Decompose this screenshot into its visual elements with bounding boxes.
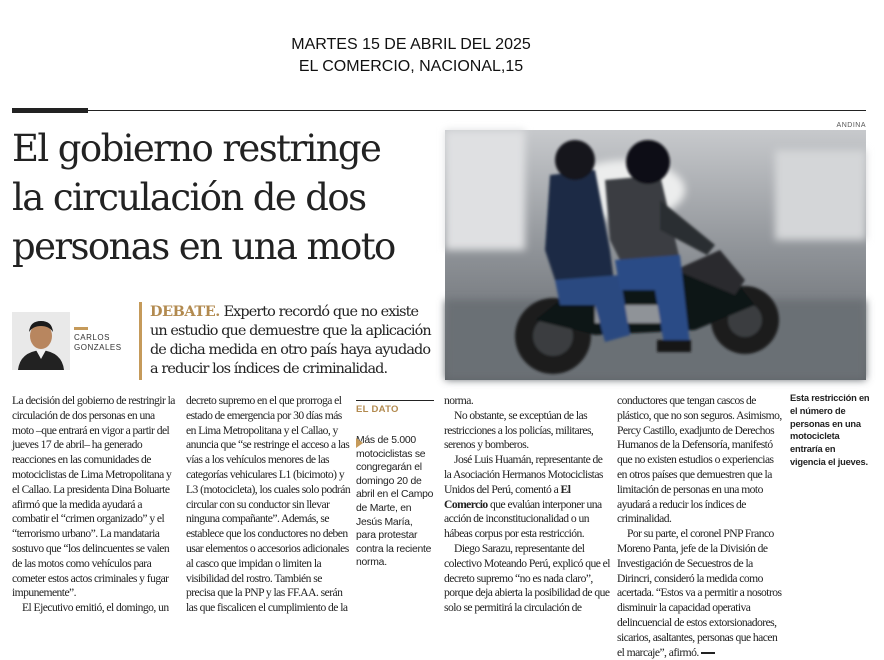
article-paragraph-5 xyxy=(444,542,610,616)
photo-credit: ANDINA xyxy=(836,122,866,129)
article-text: José Luis Huamán, representante de la Asociación Hermanos Motociclistas Unidos del Perú, comentó a xyxy=(444,453,603,496)
author-avatar xyxy=(12,312,70,370)
article-text: Diego Sarazu, representante del colectivo Moteando Perú, explicó que el decreto supremo “no es nada claro”, porque deja abierta la posibilidad de que solo se permitirá la circulación de xyxy=(444,541,610,615)
author-byline xyxy=(74,333,134,353)
article-text: decreto supremo en el que prorroga el estado de emergencia por 30 días más en Lima Metropolitana y el Callao, y anuncia que “se restringe el acceso a las vías a los vehículos menores de las categorías vehiculares L1 (bicimoto) y L3 (motocicleta), los cuales solo podrán circular con su conductor sin llevar ninguna compañante”. Además, se establece que los conductores no deben usar elementos o accesorios adicionales al casco que impidan o limiten la visibilidad del rostro. También se precisa que la PNP y las FF.AA. serán las que fiscalicen el cumplimiento de la xyxy=(186,394,351,615)
headline-line-1: El gobierno restringe xyxy=(12,127,381,170)
author-portrait-icon xyxy=(12,312,70,370)
dato-title: EL DATO xyxy=(356,400,434,416)
deck-text: Experto recordó que no existe un estudio que demuestre que la aplicación de dicha medida en otro país haya ayudado a reducir los índices de criminalidad. xyxy=(150,304,431,377)
article-text: norma. xyxy=(444,394,474,407)
article-paragraph-2-continued xyxy=(186,394,352,616)
section-rule xyxy=(12,110,866,111)
article-column-1 xyxy=(12,394,178,616)
article-text: conductores que tengan cascos de plástico, que no son seguros. Asimismo, Percy Castillo, exadjunto de Derechos Humanos de la Defensoría, manifestó que no existen estudios o experiencias en otros países que demuestren que la limitación de personas en una moto ayudará a reducir los índices de criminalidad. xyxy=(617,394,782,526)
motorcycle-illustration xyxy=(445,130,866,380)
article-paragraph-2-continued xyxy=(444,394,610,409)
article-text: El Ejecutivo emitió, el domingo, un xyxy=(22,601,169,615)
article-paragraph-5-continued xyxy=(617,394,783,527)
photo-caption: Esta restricción en el número de personas en una motocicleta entraría en vigencia el jueves. xyxy=(790,393,870,467)
author-accent-bar xyxy=(74,327,88,330)
author-last-name: GONZALES xyxy=(74,343,122,352)
article-column-3 xyxy=(444,394,610,616)
motorcycle-photo xyxy=(445,130,866,380)
headline xyxy=(12,124,432,271)
article-column-4 xyxy=(617,394,783,660)
article-text: que evalúan interponer una acción de inconstitucionalidad o un hábeas corpus por esta restricción. xyxy=(444,497,602,541)
dato-text: Más de 5.000 motociclistas se congregarán el domingo 20 de abril en el Campo de Marte, en Jesús María, para protestar contra la reciente norma. xyxy=(356,435,434,569)
publication-name: El Comercio xyxy=(444,482,571,511)
date-line: MARTES 15 DE ABRIL DEL 2025 xyxy=(291,36,531,53)
article-paragraph-6 xyxy=(617,527,783,660)
author-first-name: CARLOS xyxy=(74,333,110,342)
headline-line-3: personas en una moto xyxy=(12,225,395,268)
deck xyxy=(150,302,436,379)
article-paragraph-2 xyxy=(12,601,178,616)
deck-kicker: DEBATE. xyxy=(150,303,220,320)
headline-line-2: la circulación de dos xyxy=(12,176,366,219)
article-end-mark xyxy=(701,652,715,654)
dato-arrow-icon xyxy=(356,438,363,448)
article-column-2 xyxy=(186,394,352,616)
article-paragraph-1 xyxy=(12,394,178,601)
dato-box xyxy=(356,400,434,570)
deck-accent-bar xyxy=(139,302,142,380)
article-paragraph-4 xyxy=(444,453,610,542)
masthead xyxy=(0,34,822,78)
source-line: EL COMERCIO, NACIONAL,15 xyxy=(298,58,524,75)
article-text: No obstante, se exceptúan de las restricciones a los policías, militares, serenos y bomberos. xyxy=(444,408,594,452)
article-paragraph-3 xyxy=(444,409,610,453)
article-text: La decisión del gobierno de restringir la circulación de dos personas en una moto –que entrará en vigor a partir del jueves 17 de abril– ha generado reacciones en las comunidades de motociclistas de Lima Metropolitana y el Callao. La presidenta Dina Boluarte afirmó que la medida ayudará a combatir el “crimen organizado” y el “terrorismo urbano”. La mandataria sostuvo que “los delincuentes se valen de las motos como vehículos para cometer estos actos criminales y fugar impunemente”. xyxy=(12,394,175,600)
article-text: Por su parte, el coronel PNP Franco Moreno Panta, jefe de la División de Investigación de Secuestros de la Dirincri, consideró la medida como acertada. “Estos va a permitir a nosotros disminuir la capacidad operativa delincuencial de estos extorsionadores, sicarios, asaltantes, personas que hacen el marcaje”, afirmó. xyxy=(617,527,782,659)
